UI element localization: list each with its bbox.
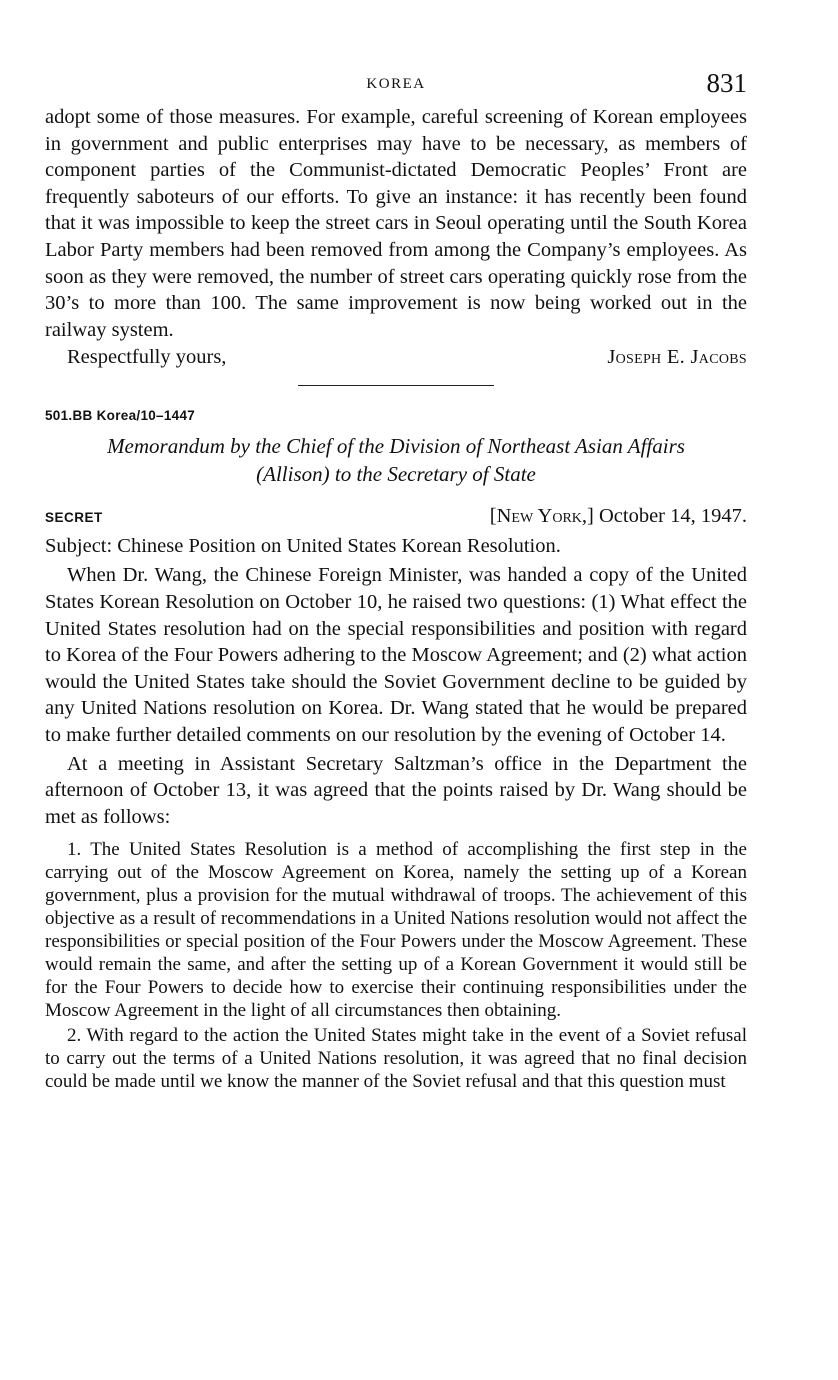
classification-label: SECRET — [45, 510, 103, 526]
dateline-date: October 14, 1947. — [598, 505, 747, 528]
continuation-paragraph: adopt some of those measures. For example, careful screening of Korean employees in government and public enterprises may have to be necessary, as members of component parties of the Communist-dictated Democratic Peoples’ Front are frequently saboteurs of our efforts. To give an instance: it has recently been found that it was impossible to keep the street cars in Seoul operating until the South Korea Labor Party members had been removed from among the Company’s employees. As soon as they were removed, the number of street cars operating quickly rose from the 30’s to more than 100. The same improvement is now being worked out in the railway system. — [45, 106, 747, 341]
document-page — [45, 70, 747, 1093]
subject-line: Subject: Chinese Position on United States Korean Resolution. — [45, 535, 561, 558]
page-number: 831 — [706, 68, 747, 98]
memo-meta — [45, 502, 747, 532]
running-title: KOREA — [366, 76, 426, 92]
document-title-line-2: (Allison) to the Secretary of State — [256, 462, 536, 487]
closing-phrase: Respectfully yours, — [67, 346, 227, 369]
numbered-point: 2. With regard to the action the United States might take in the event of a Soviet refusal to carry out the terms of a United Nations resolution, it was agreed that no final decision could be made until we know the manner of the Soviet refusal and that this question must — [45, 1025, 747, 1093]
letter-closing — [45, 343, 747, 371]
document-title — [45, 432, 747, 488]
numbered-point: 1. The United States Resolution is a method of accomplishing the first step in the carrying out of the Moscow Agreement on Korea, namely the setting up of a Korean government, plus a provision for the mutual withdrawal of troops. The achievement of this objective as a result of recommendations in a United Nations resolution would not affect the responsibilities or special position of the Four Powers under the Moscow Agreement. These would remain the same, and after the setting up of a Korean Government it would still be for the Four Powers to decide how to exercise their continuing responsibilities under the Moscow Agreement in the light of all circumstances then obtaining. — [45, 839, 747, 1022]
dateline — [490, 502, 747, 530]
signature: Joseph E. Jacobs — [607, 346, 747, 369]
memo-paragraph: At a meeting in Assistant Secretary Saltzman’s office in the Department the afternoon of October 13, it was agreed that the points raised by Dr. Wang should be met as follows: — [45, 752, 747, 828]
document-title-line-1: Memorandum by the Chief of the Division of Northeast Asian Affairs — [107, 434, 685, 459]
section-divider — [298, 385, 494, 386]
dateline-place: [New York,] — [489, 505, 594, 528]
running-header — [45, 70, 747, 104]
file-reference: 501.BB Korea/10–1447 — [45, 408, 196, 424]
memo-paragraph: When Dr. Wang, the Chinese Foreign Minister, was handed a copy of the United States Korean Resolution on October 10, he raised two questions: (1) What effect the United States resolution had on the special responsibilities and position with regard to Korea of the Four Powers adhering to the Moscow Agreement; and (2) what action would the United States take should the Soviet Government decline to be guided by any United Nations resolution on Korea. Dr. Wang stated that he would be prepared to make further detailed comments on our resolution by the evening of October 14. — [45, 564, 747, 746]
